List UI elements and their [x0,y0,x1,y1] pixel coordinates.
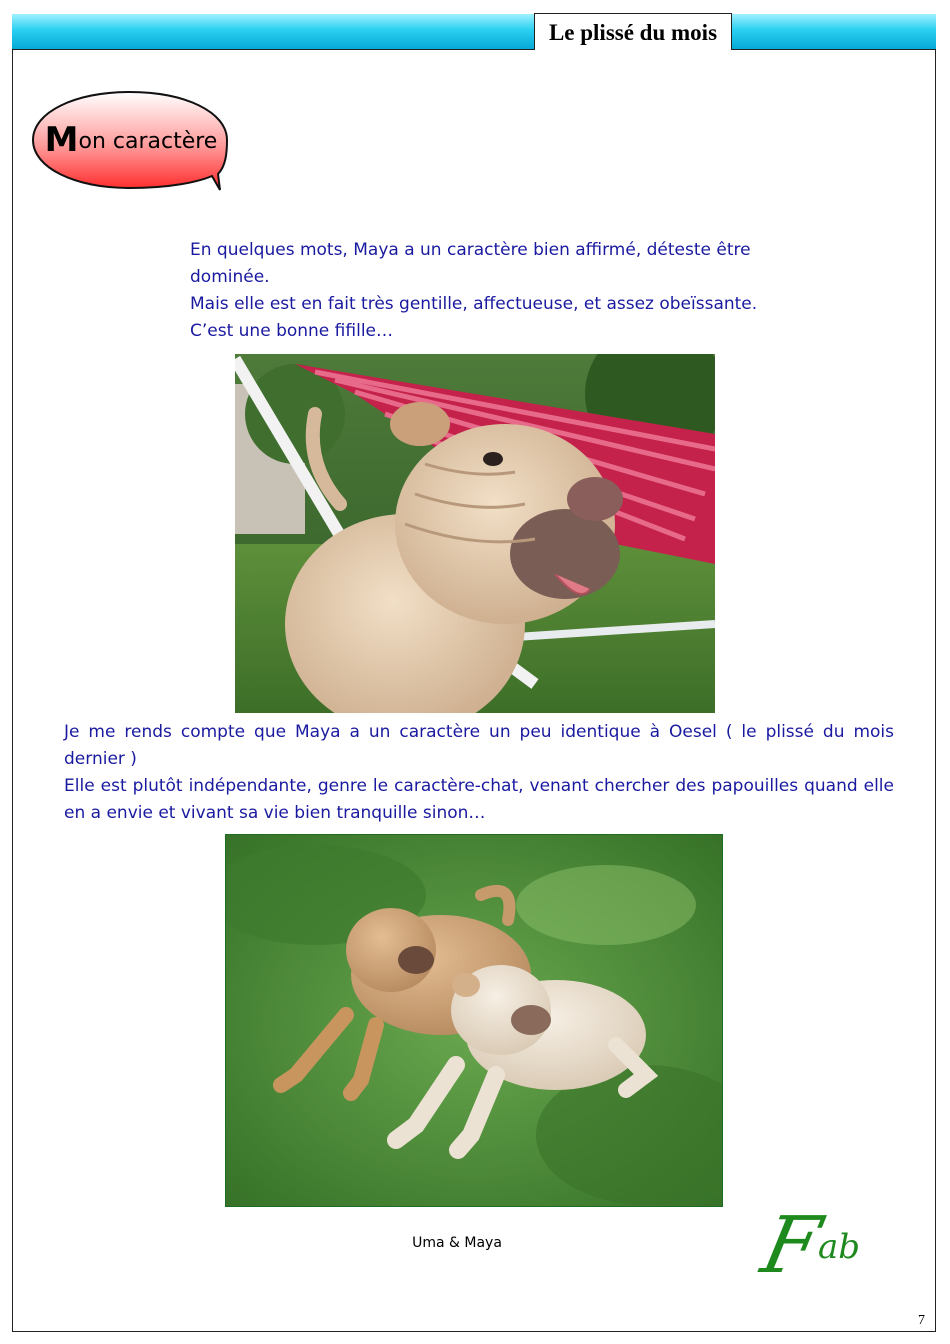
body-line: Elle est plutôt indépendante, genre le caractère-chat, venant chercher des papouilles quand elle en a envie et vivant sa vie bien tranquille sinon… [64,776,894,823]
intro-line: Mais elle est en fait très gentille, affectueuse, et assez obeïssante. [190,294,758,314]
body-line: Je me rends compte que Maya a un caractère un peu identique à Oesel ( le plissé du mois dernier ) [64,722,894,769]
page-number: 7 [918,1313,925,1328]
header-bar [12,14,936,50]
section-title: Mon caractère [44,120,218,160]
dog-hammock-photo [235,354,715,713]
intro-paragraph [190,237,830,345]
intro-line: En quelques mots, Maya a un caractère bien affirmé, déteste être dominée. [190,240,751,287]
body-paragraph [64,719,894,827]
author-signature: F ab [754,1201,861,1291]
photo-caption: Uma & Maya [412,1235,502,1251]
two-dogs-grass-photo [225,834,723,1207]
intro-line: C’est une bonne fifille… [190,321,393,341]
section-title-bubble [30,90,230,194]
page-header-title: Le plissé du mois [534,13,732,50]
